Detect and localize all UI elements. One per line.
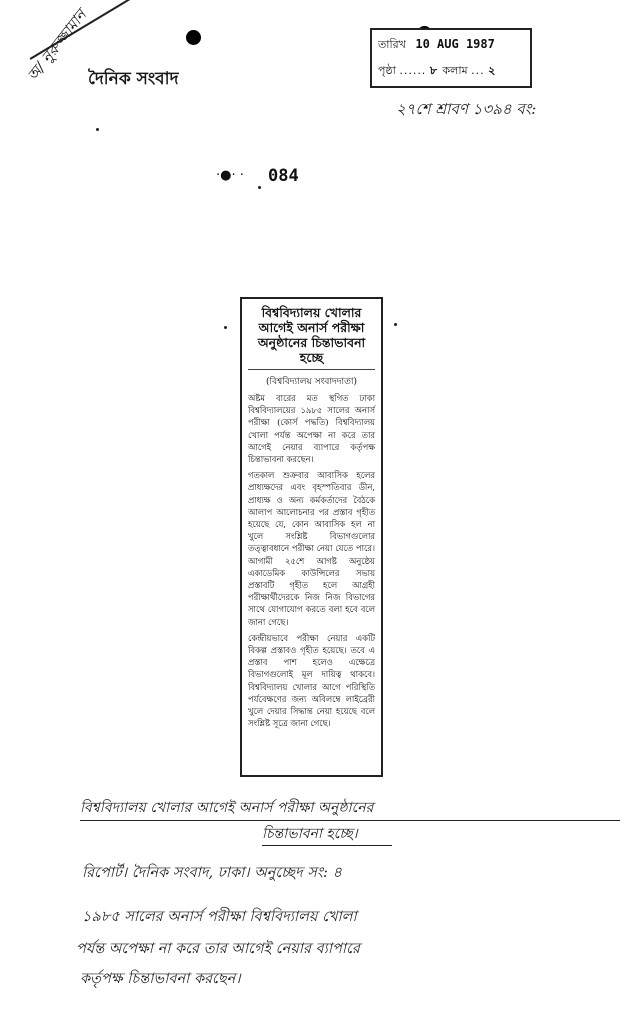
signature: অ/ নুরুজ্জামান [23,6,91,85]
stamp-page-label: পৃষ্ঠা [378,64,396,77]
note-summary-line3: কর্তৃপক্ষ চিন্তাভাবনা করছেন। [80,971,241,987]
stamp-date-label: তারিখ [378,38,406,51]
speck [224,326,227,329]
note-summary-line2: পর্যন্ত অপেক্ষা না করে তার আগেই নেয়ার ব্যাপারে [76,941,360,957]
stamp-page-value: ৮ [429,64,437,77]
clipping-paragraph: কেন্দ্রীয়ভাবে পরীক্ষা নেয়ার একটি বিকল্প প্রস্তাবও গৃহীত হয়েছে। তবে এ প্রস্তাব পাশ হলেও এক্ষেত্রে বিভাগগুলোই মূল দায়িত্ব থাকবে। বিশ্ববিদ্যালয় খোলার আগে পরিস্থিতি পর্যবেক্ষণের জন্য অবিলম্বে লাইব্রেরী খুলে দেয়ার সিদ্ধান্ত নেয়া হয়েছে বলে সংশ্লিষ্ট সূত্রে জানা গেছে। [248,632,375,729]
newspaper-name: দৈনিক সংবাদ [88,69,179,89]
clipping-paragraph: গতকাল শুক্রবার আবাসিক হলের প্রাধ্যক্ষদের এবং বৃহস্পতিবার ডীন, প্রাধ্যক্ষ ও অন্য কর্মকর্তাদের বৈঠকে আলাপ আলোচনার পর প্রস্তাব গৃহীত হয়েছে যে, কোন আবাসিক হল না খুলে সংশ্লিষ্ট বিভাগগুলোর তত্ত্বাবধানে পরীক্ষা নেয়া যেতে পারে। আগামী ২৫শে আগষ্ট অনুষ্ঠেয় একাডেমিক কাউন্সিলের সভায় প্রস্তাবটি গৃহীত হলে আগ্রহী পরীক্ষার্থীদেরকে নিজ নিজ বিভাগের সাথে যোগাযোগ করতে বলা হবে বলে জানা গেছে। [248,470,375,627]
punch-hole-left [186,30,201,45]
note-title-line2: চিন্তাভাবনা হচ্ছে। [262,826,358,842]
stamp-date-value: 10 AUG 1987 [415,37,495,51]
clipping-headline: বিশ্ববিদ্যালয় খোলার আগেই অনার্স পরীক্ষা অনুষ্ঠানের চিন্তাভাবনা হচ্ছে [248,305,375,370]
note-source-line: রিপোর্ট। দৈনিক সংবাদ, ঢাকা। অনুচ্ছেদ সং: ৪ [82,865,342,881]
speck [394,323,397,326]
note-title-line1: বিশ্ববিদ্যালয় খোলার আগেই অনার্স পরীক্ষা অনুষ্ঠানের [80,800,374,816]
date-stamp: তারিখ 10 AUG 1987 পৃষ্ঠা ...... ৮ কলাম ... ২ [370,28,532,88]
archive-number-dots: ·●· · [216,168,244,183]
archive-number: 084 [268,166,299,186]
speck [96,128,99,131]
clipping-byline: (বিশ্ববিদ্যালয় সংবাদদাতা) [265,377,357,387]
newspaper-clipping [240,297,383,777]
stamp-column-label: কলাম [442,64,468,77]
note-title-underline-2 [262,845,392,846]
stamp-column-value: ২ [488,64,496,77]
note-summary-line1: ১৯৮৫ সালের অনার্স পরীক্ষা বিশ্ববিদ্যালয় খোলা [82,909,357,925]
handwritten-date: ২৭শে শ্রাবণ ১৩৯৪ বং: [396,100,537,118]
clipping-paragraph: অষ্টম বারের মত স্থগিত ঢাকা বিশ্ববিদ্যালয়ের ১৯৮৫ সালের অনার্স পরীক্ষা (কোর্স পদ্ধতি) বিশ্ববিদ্যালয় খোলা পর্যন্ত অপেক্ষা না করে তার আগেই নেয়ার ব্যাপারে কর্তৃপক্ষ চিন্তাভাবনা করছেন। [248,393,375,465]
speck [258,186,261,189]
